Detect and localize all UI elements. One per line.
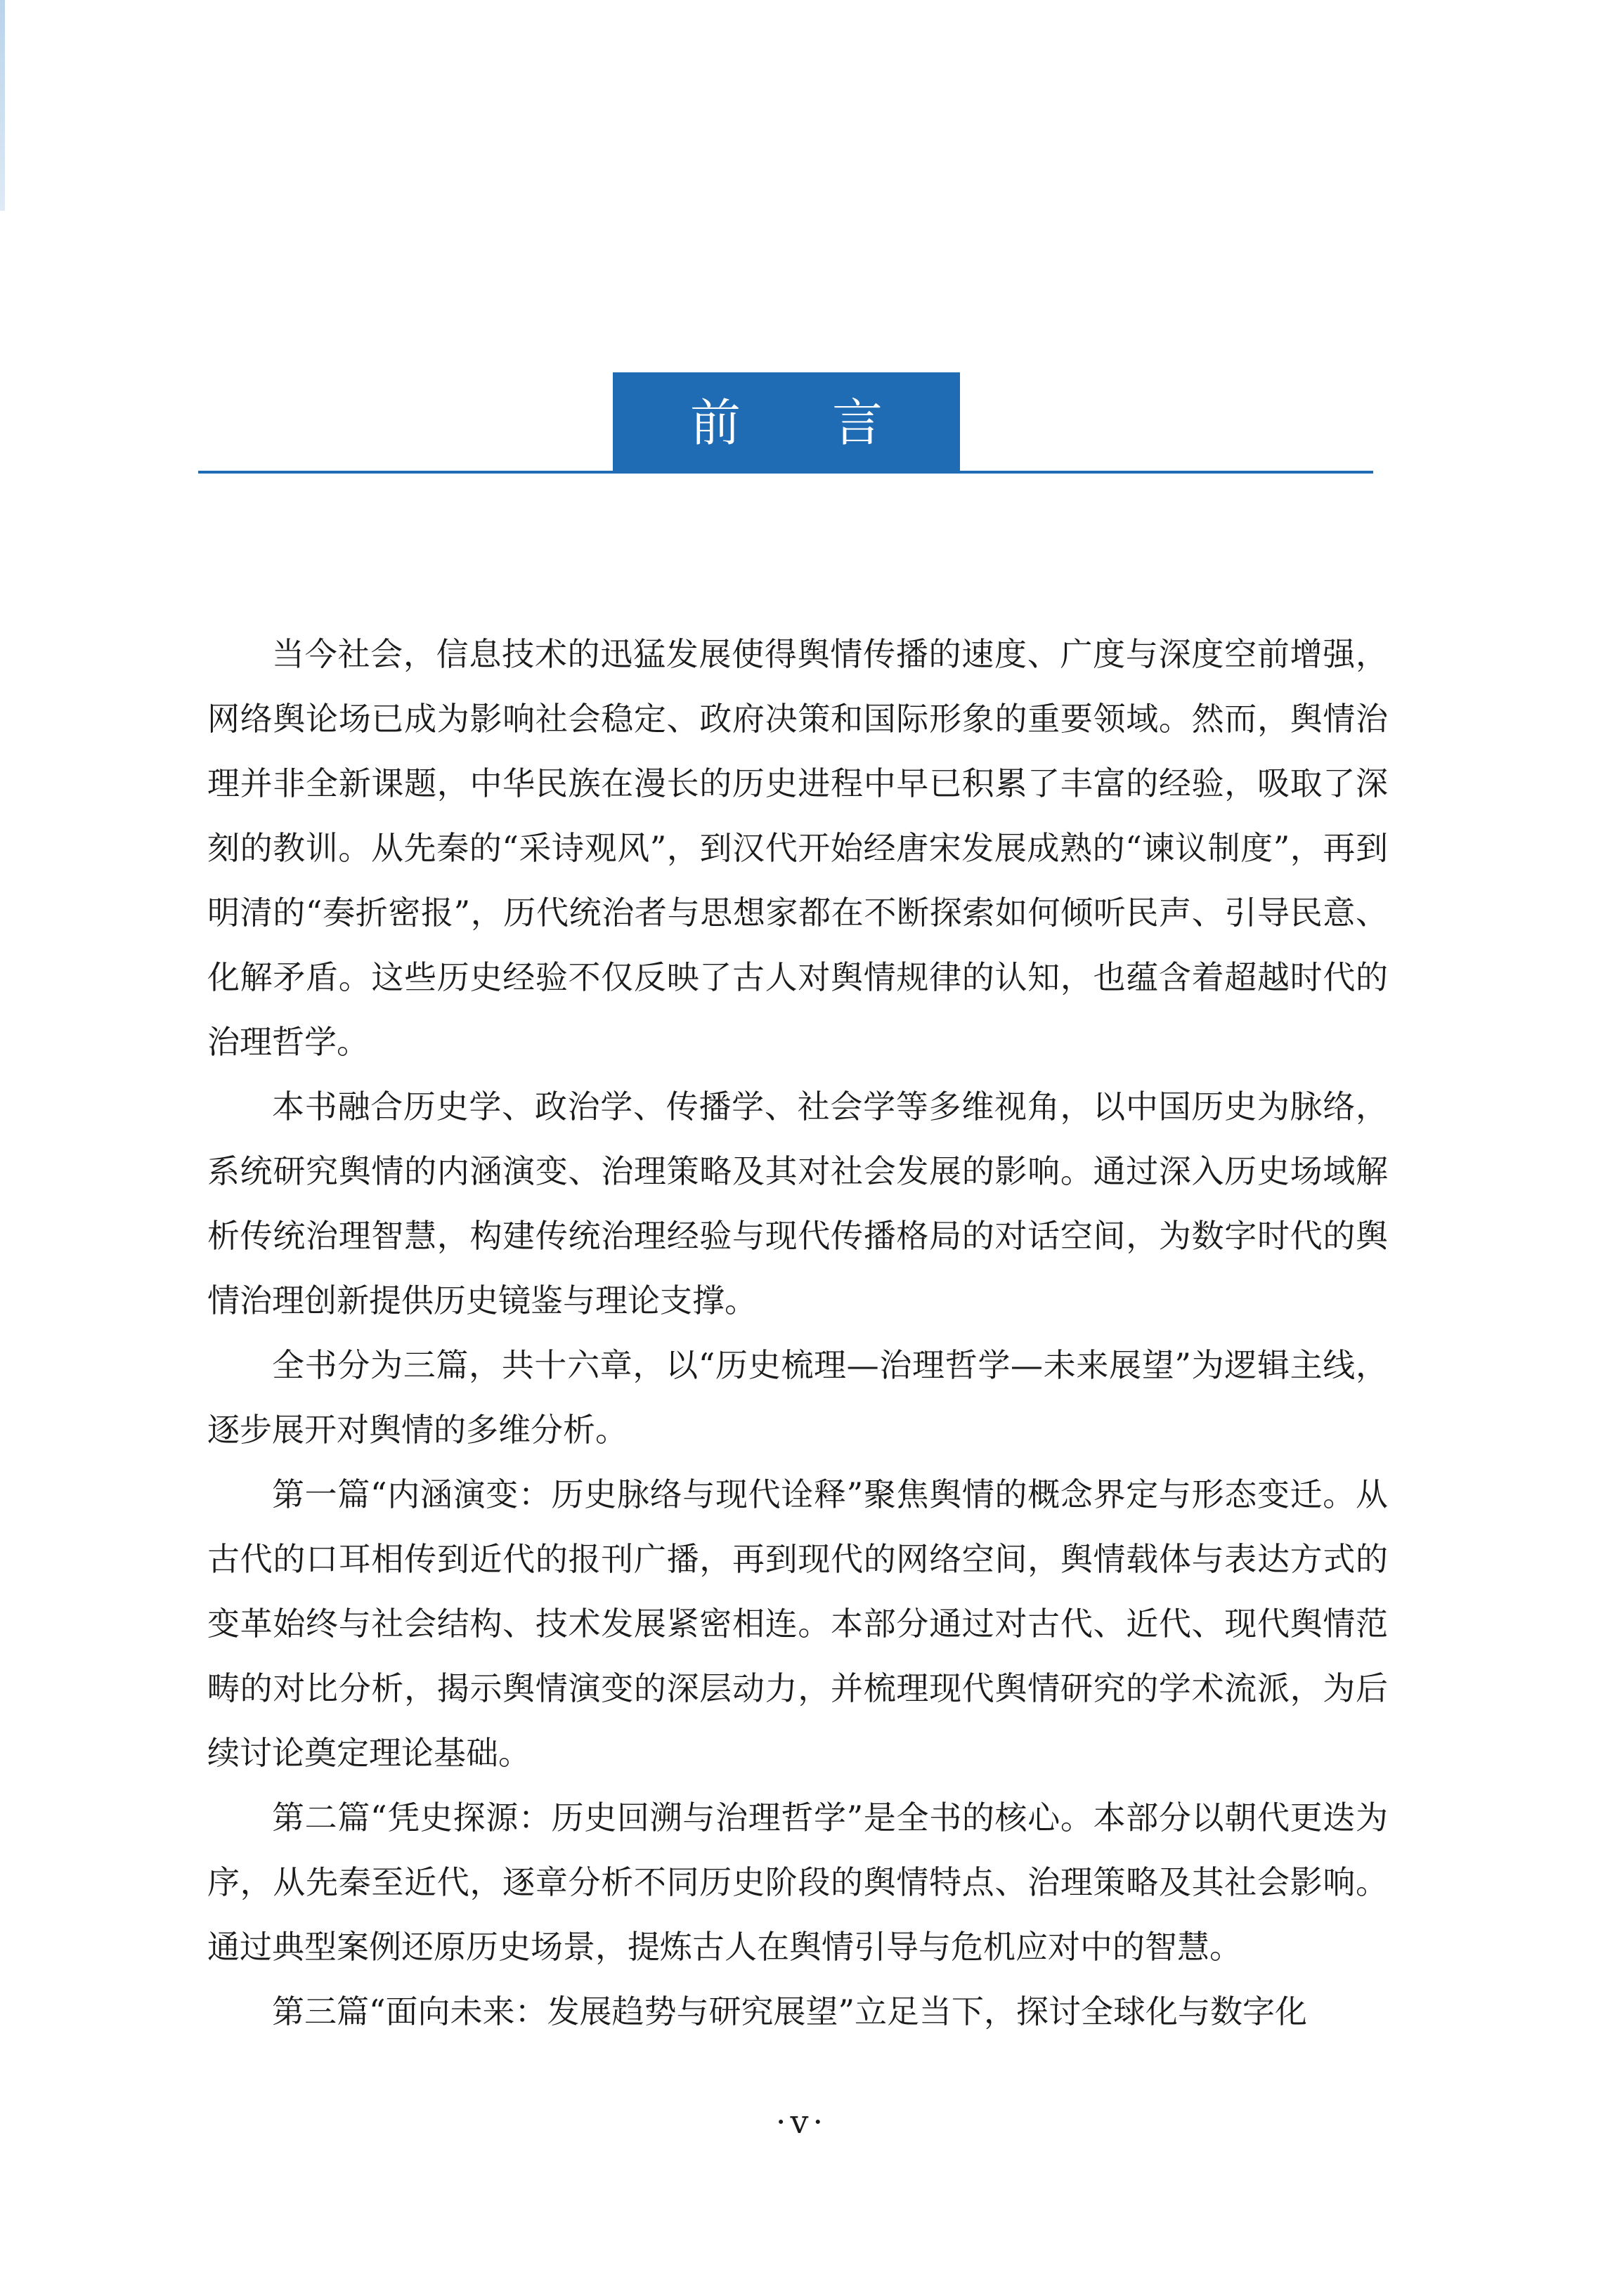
paragraph: 全书分为三篇，共十六章，以“历史梳理—治理哲学—未来展望”为逻辑主线，逐步展开对舆情的多维分析。 xyxy=(207,1346,1388,1449)
page-edge-mark xyxy=(0,0,5,211)
paragraph: 本书融合历史学、政治学、传播学、社会学等多维视角，以中国历史为脉络，系统研究舆情的内涵演变、治理策略及其对社会发展的影响。通过深入历史场域解析传统治理智慧，构建传统治理经验与现代传播格局的对话空间，为数字时代的舆情治理创新提供历史镜鉴与理论支撑。 xyxy=(207,1088,1388,1319)
paragraph: 第一篇“内涵演变：历史脉络与现代诠释”聚焦舆情的概念界定与形态变迁。从古代的口耳相传到近代的报刊广播，再到现代的网络空间，舆情载体与表达方式的变革始终与社会结构、技术发展紧密相连。本部分通过对古代、近代、现代舆情范畴的对比分析，揭示舆情演变的深层动力，并梳理现代舆情研究的学术流派，为后续讨论奠定理论基础。 xyxy=(207,1475,1388,1772)
body-text xyxy=(207,622,1388,2044)
chapter-title-banner xyxy=(613,372,974,474)
page-number: ·v· xyxy=(775,2103,828,2141)
paragraph: 第三篇“面向未来：发展趋势与研究展望”立足当下，探讨全球化与数字化 xyxy=(272,1992,1308,2030)
paragraph: 当今社会，信息技术的迅猛发展使得舆情传播的速度、广度与深度空前增强，网络舆论场已成为影响社会稳定、政府决策和国际形象的重要领域。然而，舆情治理并非全新课题，中华民族在漫长的历史进程中早已积累了丰富的经验，吸取了深刻的教训。从先秦的“采诗观风”，到汉代开始经唐宋发展成熟的“谏议制度”，再到明清的“奏折密报”，历代统治者与思想家都在不断探索如何倾听民声、引导民意、化解矛盾。这些历史经验不仅反映了古人对舆情规律的认知，也蕴含着超越时代的治理哲学。 xyxy=(207,635,1388,1061)
paragraph: 第二篇“凭史探源：历史回溯与治理哲学”是全书的核心。本部分以朝代更迭为序，从先秦至近代，逐章分析不同历史阶段的舆情特点、治理策略及其社会影响。通过典型案例还原历史场景，提炼古人在舆情引导与危机应对中的智慧。 xyxy=(207,1799,1388,1966)
chapter-title: 前言 xyxy=(689,393,974,452)
